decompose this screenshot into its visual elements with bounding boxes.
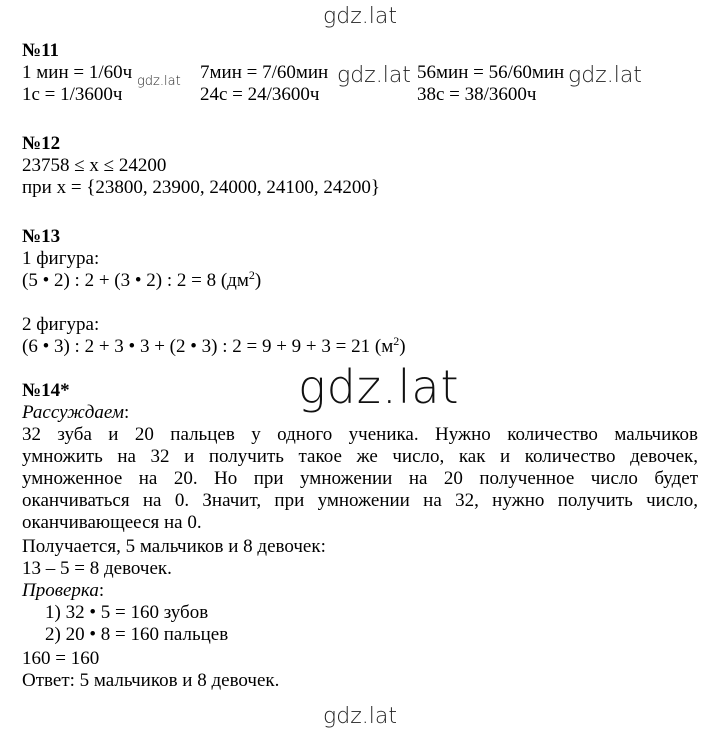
task-14-check-label: Проверка: — [22, 580, 105, 601]
watermark-small: gdz.lat — [137, 74, 181, 89]
watermark-top: gdz.lat — [323, 4, 397, 29]
square-exponent: 2 — [248, 268, 255, 282]
watermark-right: gdz.lat — [568, 63, 642, 88]
task-13-figure1-label: 1 фигура: — [22, 248, 100, 269]
square-exponent: 2 — [393, 334, 400, 348]
task-11-row2-col2: 24с = 24/3600ч — [200, 84, 320, 105]
task-14-reasoning-label: Рассуждаем: — [22, 402, 130, 423]
task-14-answer: Ответ: 5 мальчиков и 8 девочек. — [22, 670, 280, 691]
task-14-paragraph-line5: оканчивающееся на 0. — [22, 512, 202, 533]
task-13-figure1-expression: (5 • 2) : 2 + (3 • 2) : 2 = 8 $(дм^2)$ — [22, 268, 262, 291]
task-14-equality: 160 = 160 — [22, 648, 100, 669]
task-14-check-step2: 2) 20 • 8 = 160 пальцев — [45, 624, 229, 645]
task-13-figure2-label: 2 фигура: — [22, 314, 100, 335]
task-12-title: №12 — [22, 133, 61, 154]
watermark-bottom: gdz.lat — [323, 704, 397, 729]
task-11-row2-col3: 38с = 38/3600ч — [417, 84, 537, 105]
watermark-mid: gdz.lat — [337, 63, 411, 88]
task-14-paragraph-line3: умноженное на 20. Но при умножении на 20 полученное число будет — [22, 468, 698, 489]
task-14-paragraph-line4: оканчиваться на 0. Значит, при умножении на 32, нужно получить число, — [22, 490, 698, 511]
task-14-check-step1: 1) 32 • 5 = 160 зубов — [45, 602, 209, 623]
task-12-solution-set: при x = {23800, 23900, 24000, 24100, 24200} — [22, 177, 381, 198]
task-14-title: №14* — [22, 380, 70, 401]
task-11-row1-col3: 56мин = 56/60мин — [417, 62, 565, 83]
task-14-paragraph-line2: умножить на 32 и получить такое же число, как и количество девочек, — [22, 446, 698, 467]
task-14-paragraph-line1: 32 зуба и 20 пальцев у одного ученика. Нужно количество мальчиков — [22, 424, 698, 445]
task-14-result: Получается, 5 мальчиков и 8 девочек: — [22, 536, 326, 557]
watermark-big: gdz.lat — [298, 360, 460, 414]
task-13-figure2-expression: (6 • 3) : 2 + 3 • 3 + (2 • 3) : 2 = 9 + 9 + 3 = 21 $(м^2)$ — [22, 334, 406, 357]
task-14-girls-count: 13 – 5 = 8 девочек. — [22, 558, 172, 579]
task-12-inequality: 23758 ≤ x ≤ 24200 — [22, 155, 167, 176]
task-11-row1-col1: 1 мин = 1/60ч — [22, 62, 133, 83]
task-11-row2-col1: 1с = 1/3600ч — [22, 84, 123, 105]
task-11-title: №11 — [22, 40, 60, 61]
task-11-row1-col2: 7мин = 7/60мин — [200, 62, 329, 83]
task-13-title: №13 — [22, 226, 61, 247]
